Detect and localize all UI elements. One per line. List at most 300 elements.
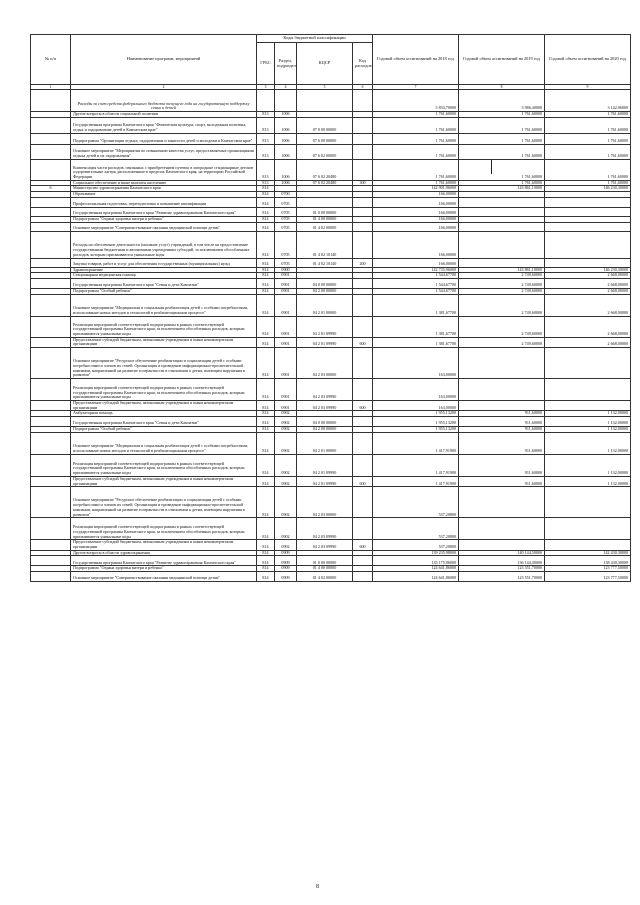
row-value-2020: 2 668,00000 [545,316,631,337]
row-value-2018: 124 641,86000 [373,566,459,572]
row-value-2020: 2 668,00000 [545,337,631,347]
row-grbs: 814 [257,556,275,566]
row-section: 0902 [275,432,297,454]
row-value-2020 [545,348,631,379]
row-value-2020 [545,401,631,411]
row-no [31,159,71,180]
row-value-2018: 163,00000 [373,401,459,411]
row-value-2020: 1 761,60000 [545,159,631,180]
row-vr [353,487,373,518]
row-value-2018: 166,00000 [373,231,459,258]
row-name: Предоставление субсидий бюджетным, автономным учреждениям и иным некоммерческим организациям [71,401,257,411]
row-name: Основное мероприятие "Совершенствование оказания медицинской помощи детям" [71,572,257,582]
row-value-2018: 1 417,91900 [373,432,459,454]
budget-body [31,90,631,582]
table-row [31,417,631,427]
row-section: 0901 [275,294,297,316]
row-name: Основное мероприятие "Медицинская и социальная реабилитация детей с особыми потребностями, использование новых методов и технологий в реабилитационном процессе" [71,294,257,316]
row-value-2020: 2 668,00000 [545,294,631,316]
row-value-2018: 1 761,60000 [373,117,459,133]
row-no [31,417,71,427]
row-name: Расходы за счет средств федерального бюджета текущего года на государственную поддержку семьи и детей [71,90,257,112]
row-value-2018: 1 955,13200 [373,417,459,427]
row-value-2019: 2 749,60000 [459,337,545,347]
row-no [31,337,71,347]
row-name: Здравоохранение [71,267,257,273]
row-kcsr: 01 0 00 00000 [297,556,353,566]
row-name: Предоставление субсидий бюджетным, автономным учреждениям и иным некоммерческим организациям [71,337,257,347]
row-section: 1006 [275,180,297,186]
row-value-2018: 1 381,67700 [373,337,459,347]
row-grbs: 814 [257,476,275,486]
row-no [31,432,71,454]
table-row [31,90,631,112]
row-value-2018: 537,20800 [373,518,459,540]
table-row [31,222,631,231]
index-cell: 7 [373,85,459,90]
header-no: № п/п [31,35,71,85]
table-row [31,487,631,518]
row-value-2018: 166,00000 [373,258,459,267]
row-vr [353,454,373,476]
pen-mark [491,160,492,174]
row-value-2020: 138 430,30000 [545,556,631,566]
row-value-2018: 166,00000 [373,222,459,231]
table-row [31,180,631,186]
row-name: Основное мероприятие "Ресурсное обеспечение реабилитации и социализации детей с особыми потребностями и членов их семей. Организация и проведение информационно-просветительской кампании, направленной на развитие толерантности в отношении к детям, имеющим нарушения в развитии" [71,348,257,379]
row-section: 0909 [275,572,297,582]
row-kcsr: 07 0 00 00000 [297,117,353,133]
table-row [31,401,631,411]
header-2019: Годовой объем ассигнований на 2019 год [459,35,545,85]
row-no [31,133,71,144]
row-grbs: 814 [257,288,275,294]
row-kcsr: 04 0 00 00000 [297,417,353,427]
row-grbs: 814 [257,348,275,379]
row-vr [353,278,373,288]
row-value-2020 [545,222,631,231]
row-value-2020 [545,231,631,258]
index-cell: 5 [297,85,353,90]
row-kcsr: 04 2 03 09990 [297,401,353,411]
row-vr: 600 [353,476,373,486]
row-value-2020: 1 132,00000 [545,427,631,433]
row-value-2019: 911,60000 [459,417,545,427]
row-vr: 200 [353,258,373,267]
row-no [31,379,71,401]
table-row [31,454,631,476]
row-vr: 600 [353,540,373,550]
row-value-2018: 1 544,67700 [373,288,459,294]
row-value-2019 [459,231,545,258]
row-value-2019: 1 761,60000 [459,117,545,133]
row-section: 0902 [275,427,297,433]
row-no [31,207,71,216]
row-value-2020: 1 132,00000 [545,454,631,476]
row-value-2018: 1 761,60000 [373,180,459,186]
row-vr [353,231,373,258]
row-kcsr: 04 2 03 09990 [297,540,353,550]
row-value-2020: 123 777,50000 [545,572,631,582]
row-grbs: 814 [257,566,275,572]
row-grbs: 814 [257,487,275,518]
row-no [31,222,71,231]
row-value-2020 [545,207,631,216]
row-name: Расходы на обеспечение деятельности (оказание услуг) учреждений, в том числе на предоставление государственным бюджетным и автономным учреждениям субсидий, за исключением обособленных расходов, которым присваиваются уникальные коды [71,231,257,258]
row-section: 0901 [275,348,297,379]
row-value-2020 [545,258,631,267]
row-kcsr: 04 2 01 00000 [297,432,353,454]
row-value-2018: 166,00000 [373,216,459,222]
table-row [31,258,631,267]
row-grbs: 814 [257,258,275,267]
row-name: Основное мероприятие "Медицинская и социальная реабилитация детей с особыми потребностями, использование новых методов и технологий в реабилитационном процессе" [71,432,257,454]
row-kcsr: 04 2 00 00000 [297,427,353,433]
index-cell: 1 [31,85,71,90]
row-no [31,90,71,112]
row-value-2018: 163,00000 [373,379,459,401]
row-kcsr: 01 4 02 00000 [297,222,353,231]
row-name: Подпрограмма "Особый ребенок" [71,288,257,294]
row-vr [353,432,373,454]
row-section: 0901 [275,401,297,411]
row-value-2018: 124 641,86000 [373,572,459,582]
row-value-2019 [459,207,545,216]
row-grbs: 814 [257,316,275,337]
row-section: 1006 [275,112,297,118]
row-value-2020: 146 230,30000 [545,267,631,273]
table-row [31,572,631,582]
row-grbs: 814 [257,379,275,401]
row-kcsr: 04 2 01 09990 [297,337,353,347]
table-row [31,278,631,288]
row-value-2019: 3 986,40000 [459,90,545,112]
table-row [31,348,631,379]
row-value-2019: 911,60000 [459,454,545,476]
row-name: Подпрограмма "Охрана здоровья матери и ребенка" [71,566,257,572]
index-cell: 2 [71,85,257,90]
row-kcsr [297,197,353,207]
row-grbs: 813 [257,144,275,159]
table-row [31,159,631,180]
index-cell: 4 [275,85,297,90]
row-grbs: 814 [257,454,275,476]
row-section: 0909 [275,566,297,572]
row-name: Профессиональная подготовка, переподготовка и повышение квалификации [71,197,257,207]
row-value-2020: 123 777,50000 [545,566,631,572]
row-value-2019: 1 761,60000 [459,180,545,186]
row-value-2018: 1 544,67700 [373,278,459,288]
row-value-2019: 911,60000 [459,476,545,486]
row-no [31,197,71,207]
row-kcsr: 04 2 03 00000 [297,348,353,379]
row-grbs: 814 [257,427,275,433]
row-value-2019: 1 761,60000 [459,144,545,159]
row-value-2020 [545,197,631,207]
row-kcsr: 01 0 00 00000 [297,207,353,216]
row-value-2020 [545,518,631,540]
table-row [31,337,631,347]
row-value-2019: 1 761,60000 [459,133,545,144]
row-name: Реализация мероприятий соответствующей подпрограммы в рамках соответствующей государственной программы Камчатского края, за исключением обособленных расходов, которым присваиваются уникальные коды [71,518,257,540]
row-value-2020: 1 761,60000 [545,144,631,159]
header-vr: Код расходов [353,43,373,85]
row-value-2020 [545,487,631,518]
header-name: Наименование программ, мероприятий [71,35,257,85]
row-grbs: 814 [257,294,275,316]
row-vr [353,117,373,133]
row-section: 1006 [275,117,297,133]
row-name: Подпрограмма "Охрана здоровья матери и ребенка" [71,216,257,222]
row-value-2019 [459,348,545,379]
row-name: Другие вопросы в области социальной политики [71,112,257,118]
row-value-2019 [459,540,545,550]
table-row [31,231,631,258]
row-no [31,401,71,411]
row-value-2020: 1 761,60000 [545,112,631,118]
row-value-2020: 2 668,00000 [545,273,631,279]
row-vr [353,222,373,231]
row-grbs: 814 [257,273,275,279]
row-value-2020: 1 132,00000 [545,417,631,427]
row-value-2018: 135 175,96000 [373,556,459,566]
index-cell: 9 [545,85,631,90]
row-value-2020 [545,540,631,550]
table-row [31,379,631,401]
row-grbs: 814 [257,197,275,207]
row-value-2020: 1 132,00000 [545,411,631,417]
row-no [31,231,71,258]
row-value-2020: 2 668,00000 [545,288,631,294]
row-kcsr: 01 4 02 10140 [297,258,353,267]
row-value-2018: 1 417,91900 [373,476,459,486]
index-cell: 6 [353,85,373,90]
row-value-2018: 139 235,98000 [373,550,459,556]
row-name: Подпрограмма "Организация отдыха, оздоровления и занятости детей и молодежи в Камчатском крае" [71,133,257,144]
table-row [31,566,631,572]
row-no [31,572,71,582]
row-section: 0902 [275,417,297,427]
row-value-2018: 166,00000 [373,197,459,207]
table-row [31,432,631,454]
row-value-2019: 123 551,70000 [459,566,545,572]
row-vr [353,207,373,216]
page-number: 8 [316,884,319,890]
row-name: Государственная программа Камчатского края "Физическая культура, спорт, молодежная политика, отдых и оздоровление детей в Камчатском крае" [71,117,257,133]
row-value-2020: 1 132,00000 [545,476,631,486]
row-section: 0909 [275,556,297,566]
row-name: Компенсация части расходов, связанных с приобретением путевок в загородные стационарные детские оздоровительные лагеря, расположенные в пределах Камчатского края, на территории Российской Федерации [71,159,257,180]
table-row [31,197,631,207]
row-grbs: 814 [257,222,275,231]
row-grbs: 814 [257,411,275,417]
row-section: 0705 [275,222,297,231]
row-kcsr: 04 2 01 09990 [297,476,353,486]
row-no [31,316,71,337]
row-value-2020: 146 230,30000 [545,186,631,192]
row-value-2018: 166,00000 [373,192,459,198]
row-value-2019 [459,258,545,267]
row-value-2019 [459,401,545,411]
row-vr [353,90,373,112]
row-vr [353,316,373,337]
row-value-2019: 911,60000 [459,432,545,454]
row-value-2018: 142 901,96000 [373,186,459,192]
row-value-2018: 1 955,13200 [373,411,459,417]
row-no [31,556,71,566]
row-kcsr [297,90,353,112]
row-no [31,258,71,267]
row-name: Предоставление субсидий бюджетным, автономным учреждениям и иным некоммерческим организациям [71,476,257,486]
row-kcsr: 04 2 03 09990 [297,518,353,540]
row-value-2018: 1 955,13200 [373,427,459,433]
row-grbs: 814 [257,186,275,192]
row-kcsr: 01 4 00 00000 [297,216,353,222]
row-value-2019: 911,60000 [459,411,545,417]
row-value-2018: 537,20800 [373,540,459,550]
table-row [31,294,631,316]
index-cell: 3 [257,85,275,90]
row-no [31,454,71,476]
row-grbs: 814 [257,207,275,216]
row-name: Основное мероприятие "Совершенствование оказания медицинской помощи детям" [71,222,257,231]
row-section: 0901 [275,316,297,337]
row-value-2019: 143 861,10000 [459,267,545,273]
row-kcsr: 07 6 00 00000 [297,133,353,144]
row-value-2019: 2 749,60000 [459,273,545,279]
row-value-2018: 1 417,91900 [373,454,459,476]
row-value-2018: 537,20800 [373,487,459,518]
header-2020: Годовой объем ассигнований на 2020 год [545,35,631,85]
row-kcsr: 01 4 02 10140 [297,231,353,258]
row-section: 0902 [275,454,297,476]
table-row [31,144,631,159]
row-no [31,144,71,159]
row-name: Государственная программа Камчатского края "Развитие здравоохранения Камчатского края" [71,556,257,566]
row-value-2019: 2 749,60000 [459,288,545,294]
index-cell: 8 [459,85,545,90]
row-value-2020: 1 761,60000 [545,180,631,186]
row-value-2018: 1 761,60000 [373,112,459,118]
budget-table [30,34,631,582]
row-kcsr: 04 2 01 09990 [297,454,353,476]
row-value-2019 [459,379,545,401]
row-value-2018: 1 381,67700 [373,294,459,316]
row-name: Реализация мероприятий соответствующей подпрограммы в рамках соответствующей государственной программы Камчатского края, за исключением обособленных расходов, которым присваиваются уникальные коды [71,379,257,401]
table-row [31,427,631,433]
row-value-2018: 142 735,96000 [373,267,459,273]
row-value-2018: 1 761,60000 [373,144,459,159]
row-grbs: 813 [257,117,275,133]
row-value-2020: 1 761,60000 [545,117,631,133]
row-name: Закупка товаров, работ и услуг для обеспечения государственных (муниципальных) нужд [71,258,257,267]
row-value-2019: 1 761,60000 [459,112,545,118]
row-grbs: 813 [257,112,275,118]
header-2018: Годовой объем ассигнований на 2018 год [373,35,459,85]
row-value-2019 [459,222,545,231]
row-name: Государственная программа Камчатского края "Развитие здравоохранения Камчатского края" [71,207,257,216]
row-no [31,518,71,540]
row-vr [353,144,373,159]
row-vr [353,572,373,582]
header-grbs: ГРБС [257,43,275,85]
row-section: 1006 [275,133,297,144]
row-name: Другие вопросы в области здравоохранения [71,550,257,556]
row-section: 0705 [275,216,297,222]
header-kcsr: КЦСР [297,43,353,85]
row-section: 0900 [275,267,297,273]
row-no [31,117,71,133]
table-row [31,316,631,337]
row-section: 0902 [275,411,297,417]
row-vr [353,159,373,180]
row-section: 0909 [275,550,297,556]
row-kcsr: 04 2 03 00000 [297,487,353,518]
table-row [31,476,631,486]
row-section: 0901 [275,273,297,279]
header-codes-group: Коды бюджетной классификации [257,35,373,43]
row-section: 0902 [275,518,297,540]
row-kcsr: 04 0 00 00000 [297,278,353,288]
row-grbs: 814 [257,192,275,198]
row-section: 0902 [275,476,297,486]
table-row [31,518,631,540]
row-value-2020: 1 132,00000 [545,432,631,454]
row-value-2020: 3 142,96000 [545,90,631,112]
row-grbs: 814 [257,337,275,347]
row-value-2018: 1 381,67700 [373,316,459,337]
row-kcsr: 01 4 00 00000 [297,566,353,572]
row-vr [353,348,373,379]
row-no: 6 [31,186,71,192]
row-kcsr: 04 2 03 09990 [297,379,353,401]
row-kcsr: 07 6 02 00000 [297,144,353,159]
row-grbs: 813 [257,133,275,144]
row-section: 0901 [275,379,297,401]
table-row [31,556,631,566]
row-section: 0902 [275,540,297,550]
row-grbs: 814 [257,432,275,454]
row-value-2019: 2 749,60000 [459,316,545,337]
row-name: Реализация мероприятий соответствующей подпрограммы в рамках соответствующей государственной программы Камчатского края, за исключением обособленных расходов, которым присваиваются уникальные коды [71,316,257,337]
row-name: Основное мероприятие "Мероприятия по повышению качества услуг, предоставляемых организациями отдыха детей и их оздоровления" [71,144,257,159]
row-section: 0901 [275,337,297,347]
row-name: Подпрограмма "Особый ребенок" [71,427,257,433]
row-grbs: 814 [257,267,275,273]
row-grbs: 814 [257,540,275,550]
row-value-2018: 1 544,67700 [373,273,459,279]
row-no [31,278,71,288]
row-value-2018: 163,00000 [373,348,459,379]
row-name: Основное мероприятие "Ресурсное обеспечение реабилитации и социализации детей с особыми потребностями и членов их семей. Организация и проведение информационно-просветительской кампании, направленной на развитие толерантности в отношении к детям, имеющим нарушения в развитии" [71,487,257,518]
row-value-2019: 911,60000 [459,427,545,433]
row-value-2019 [459,487,545,518]
row-vr: 300 [353,180,373,186]
row-kcsr: 07 6 02 20480 [297,159,353,180]
row-grbs: 813 [257,180,275,186]
row-grbs: 814 [257,550,275,556]
row-value-2020: 1 761,60000 [545,133,631,144]
row-section [275,90,297,112]
row-name: Реализация мероприятий соответствующей подпрограммы в рамках соответствующей государственной программы Камчатского края, за исключением обособленных расходов, которым присваиваются уникальные коды [71,454,257,476]
table-row [31,288,631,294]
table-row [31,207,631,216]
row-vr [353,133,373,144]
row-value-2020: 2 668,00000 [545,278,631,288]
row-value-2018: 1 761,60000 [373,159,459,180]
row-grbs: 814 [257,278,275,288]
row-value-2019: 140 144,50000 [459,550,545,556]
